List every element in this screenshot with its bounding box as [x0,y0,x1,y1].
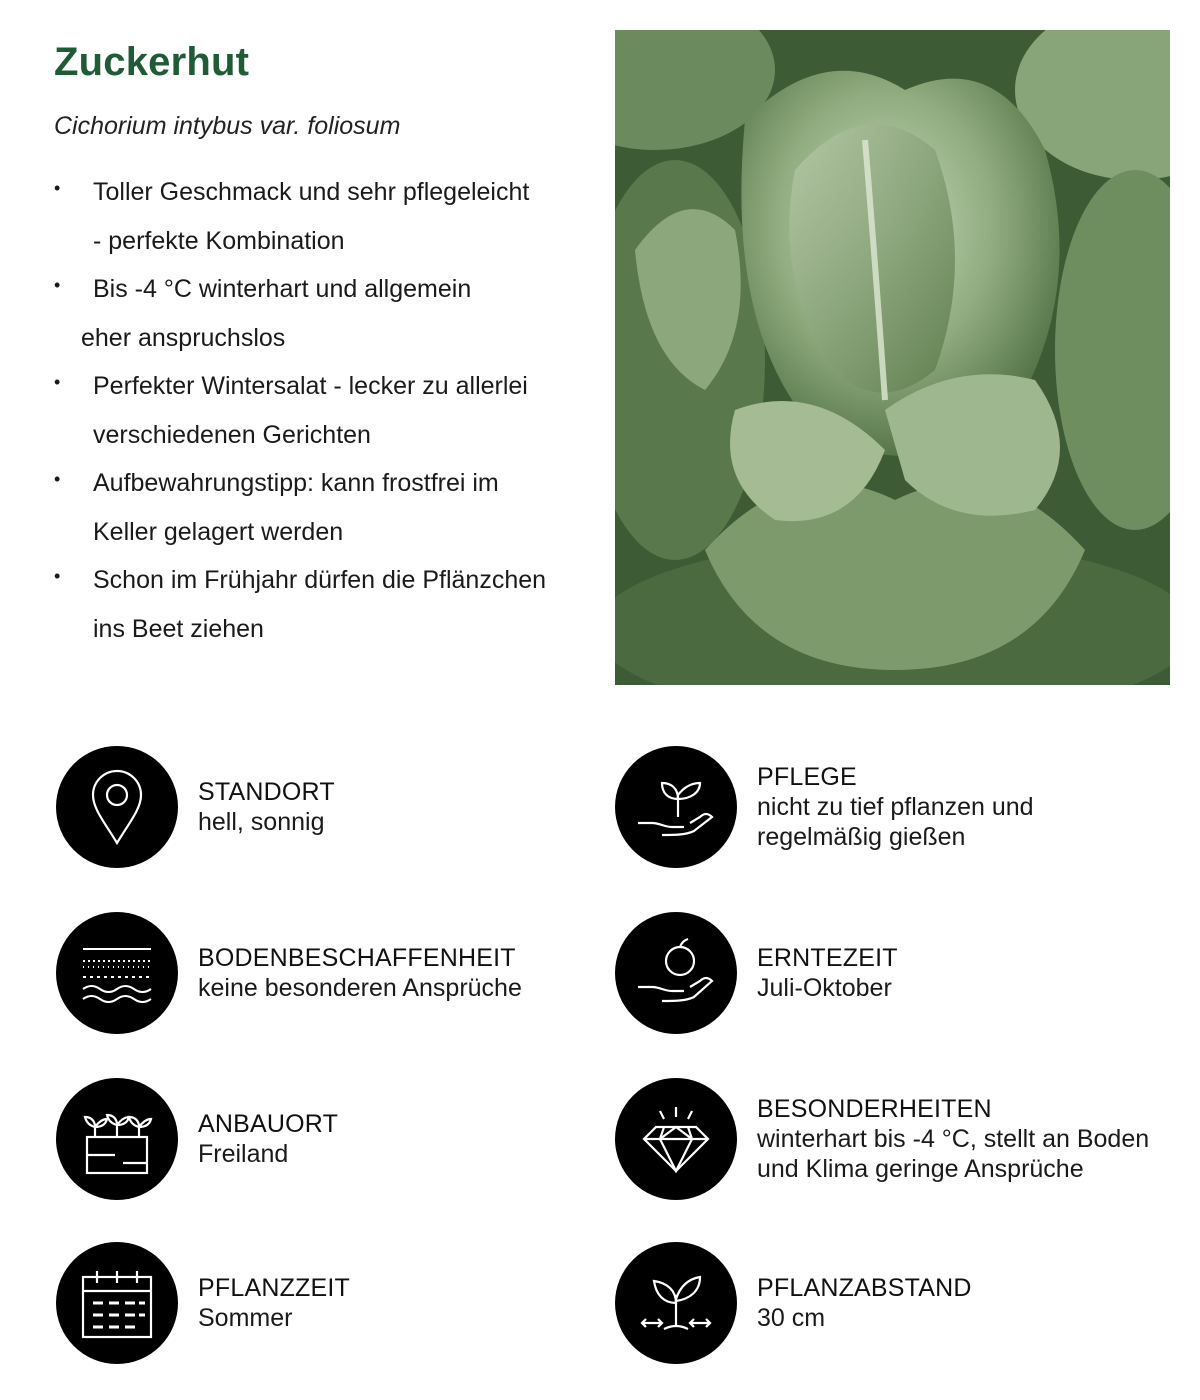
diamond-icon [615,1078,737,1200]
feature-pflanzzeit [56,1242,350,1364]
bullet-dot: • [54,178,61,198]
feature-label: ERNTEZEIT [757,944,898,972]
feature-value: und Klima geringe Ansprüche [757,1155,1084,1183]
feature-value: hell, sonnig [198,808,325,836]
feature-value: Sommer [198,1304,293,1332]
feature-label: BODENBESCHAFFENHEIT [198,944,516,972]
bullet-line: Aufbewahrungstipp: kann frostfrei im [93,469,499,497]
bullet-dot: • [54,275,61,295]
botanical-name: Cichorium intybus var. foliosum [54,112,401,140]
bullet-line: Keller gelagert werden [93,517,344,546]
calendar-icon [56,1242,178,1364]
bullet-dot: • [54,372,61,392]
feature-value: regelmäßig gießen [757,823,966,851]
feature-standort [56,746,335,868]
feature-besonderheiten [615,1078,1149,1200]
feature-bodenbeschaffenheit [56,912,522,1034]
feature-value: 30 cm [757,1304,826,1332]
bullet-item [54,556,594,653]
feature-bullet-list [54,168,594,653]
feature-pflege [615,746,1034,868]
bullet-line: Schon im Frühjahr dürfen die Pflänzchen [93,566,547,594]
bullet-item [54,362,594,459]
bullet-line: Bis -4 °C winterhart und allgemein [93,275,472,303]
feature-erntezeit [615,912,898,1034]
feature-label: ANBAUORT [198,1110,339,1138]
feature-anbauort [56,1078,338,1200]
feature-pflanzabstand [615,1242,972,1364]
bullet-line: Perfekter Wintersalat - lecker zu allerlei [93,372,528,400]
sugarloaf-chicory-photo [615,30,1170,685]
bullet-line: Toller Geschmack und sehr pflegeleicht [93,178,530,206]
planter-box-icon [56,1078,178,1200]
feature-value: nicht zu tief pflanzen und [757,793,1034,821]
bullet-dot: • [54,566,61,586]
feature-label: STANDORT [198,778,335,806]
feature-label: PFLANZZEIT [198,1274,351,1302]
bullet-line: verschiedenen Gerichten [93,420,371,449]
feature-value: Juli-Oktober [757,974,892,1002]
feature-label: PFLEGE [757,763,857,791]
harvest-hand-icon [615,912,737,1034]
feature-label: PFLANZABSTAND [757,1274,972,1302]
soil-layers-icon [56,912,178,1034]
bullet-line: ins Beet ziehen [93,614,264,643]
bullet-item [54,459,594,556]
bullet-item [54,265,594,362]
bullet-line: - perfekte Kombination [93,226,345,255]
feature-value: winterhart bis -4 °C, stellt an Boden [757,1125,1150,1153]
feature-label: BESONDERHEITEN [757,1095,992,1123]
plant-spacing-icon [615,1242,737,1364]
bullet-line: eher anspruchslos [81,323,286,352]
page-title: Zuckerhut [54,40,250,84]
location-pin-icon [56,746,178,868]
bullet-dot: • [54,469,61,489]
seedling-hand-icon [615,746,737,868]
bullet-item [54,168,594,265]
feature-value: keine besonderen Ansprüche [198,974,522,1002]
feature-value: Freiland [198,1140,289,1168]
